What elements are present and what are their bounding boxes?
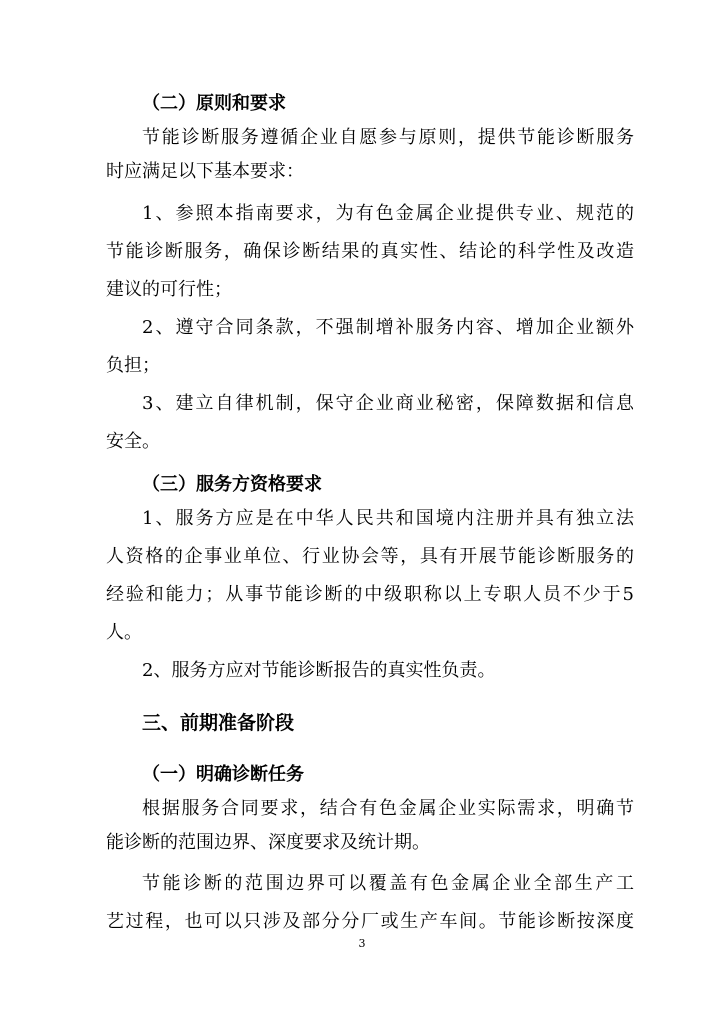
paragraph-line: 艺过程，也可以只涉及部分分厂或生产车间。节能诊断按深度 xyxy=(106,911,634,932)
paragraph-line: 根据服务合同要求，结合有色金属企业实际需求，明确节 xyxy=(142,798,634,819)
list-item-line: 1、参照本指南要求，为有色金属企业提供专业、规范的 xyxy=(142,203,634,224)
list-item-line: 节能诊断服务，确保诊断结果的真实性、结论的科学性及改造 xyxy=(106,241,634,262)
list-item-line: 3、建立自律机制，保守企业商业秘密，保障数据和信息 xyxy=(142,393,634,414)
section-heading-principles: （二）原则和要求 xyxy=(142,93,286,114)
list-item-line: 建议的可行性； xyxy=(106,279,232,300)
list-item-line: 人。 xyxy=(106,622,142,643)
page-number: 3 xyxy=(358,937,366,950)
list-item-line: 经验和能力；从事节能诊断的中级职称以上专职人员不少于5 xyxy=(106,584,634,605)
paragraph-line: 能诊断的范围边界、深度要求及统计期。 xyxy=(106,832,430,853)
list-item-line: 负担； xyxy=(106,355,160,376)
section-heading-qualifications: （三）服务方资格要求 xyxy=(142,474,322,495)
list-item-line: 人资格的企事业单位、行业协会等，具有开展节能诊断服务的 xyxy=(106,546,634,567)
paragraph-line: 节能诊断服务遵循企业自愿参与原则，提供节能诊断服务 xyxy=(142,127,634,148)
paragraph-line: 时应满足以下基本要求： xyxy=(106,161,304,182)
list-item-line: 2、遵守合同条款，不强制增补服务内容、增加企业额外 xyxy=(142,317,634,338)
list-item-line: 安全。 xyxy=(106,431,160,452)
subsection-heading-task: （一）明确诊断任务 xyxy=(142,764,304,785)
list-item-line: 2、服务方应对节能诊断报告的真实性负责。 xyxy=(142,660,496,681)
list-item-line: 1、服务方应是在中华人民共和国境内注册并具有独立法 xyxy=(142,508,634,529)
paragraph-line: 节能诊断的范围边界可以覆盖有色金属企业全部生产工 xyxy=(142,873,634,894)
chapter-heading-preparation: 三、前期准备阶段 xyxy=(142,712,295,734)
